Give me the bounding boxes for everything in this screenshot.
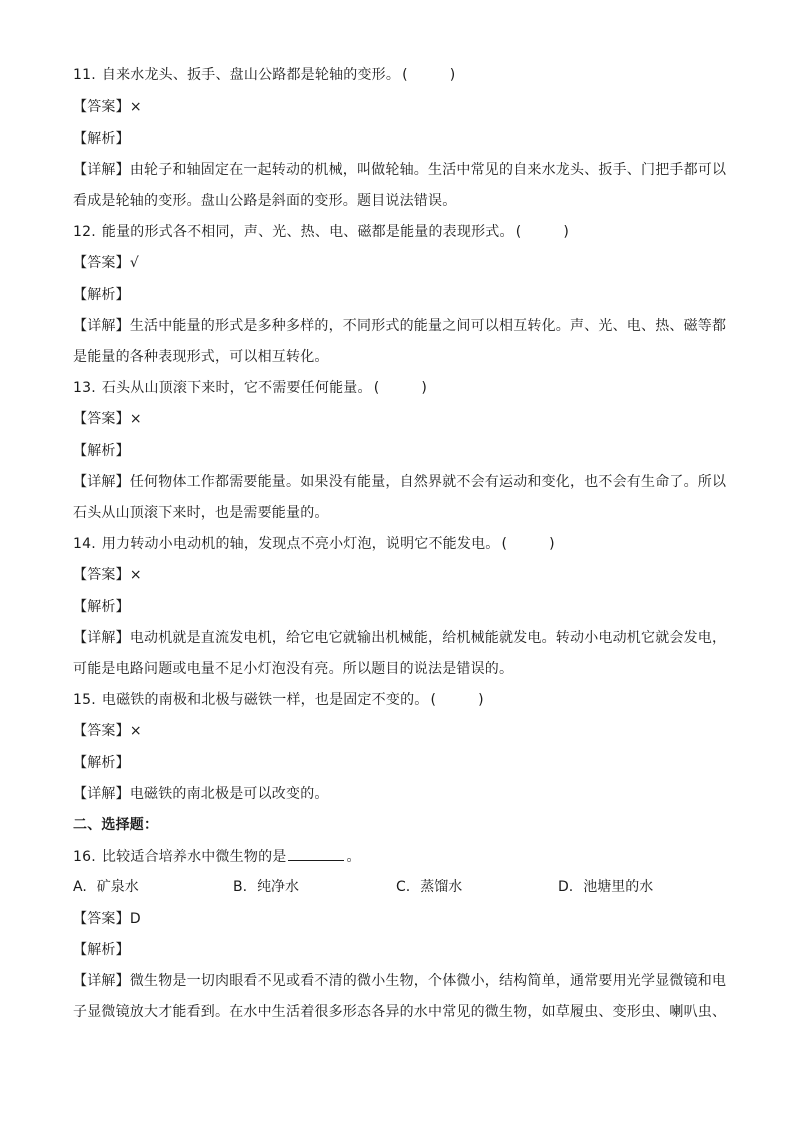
option-text: 池塘里的水 bbox=[583, 879, 654, 895]
analysis-label-13: 【解析】 bbox=[73, 443, 130, 459]
option-letter: B. bbox=[233, 879, 248, 895]
question-12 bbox=[73, 222, 723, 242]
detail-line-14-1 bbox=[73, 628, 727, 648]
detail-label: 【详解】 bbox=[73, 973, 130, 989]
question-number: 15. bbox=[73, 692, 96, 708]
answer-value: × bbox=[129, 567, 142, 583]
answer-paren-close: ) bbox=[421, 380, 428, 396]
option-letter: A. bbox=[73, 879, 87, 895]
detail-line-14-2: 可能是电路问题或电量不足小灯泡没有亮。所以题目的说法是错误的。 bbox=[73, 661, 514, 677]
detail-text: 微生物是一切肉眼看不见或看不清的微小生物，个体微小，结构简单，通常要用光学显微镜和电 bbox=[129, 973, 727, 989]
analysis-label-16: 【解析】 bbox=[73, 942, 130, 958]
answer-paren-open: ( bbox=[373, 380, 380, 396]
answer-label: 【答案】 bbox=[73, 911, 130, 927]
answer-label: 【答案】 bbox=[73, 99, 130, 115]
option-c[interactable] bbox=[396, 877, 462, 897]
answer-paren-open: ( bbox=[501, 536, 508, 552]
analysis-label-15: 【解析】 bbox=[73, 755, 130, 771]
answer-paren-open: ( bbox=[430, 692, 437, 708]
section-title: 二、选择题： bbox=[73, 817, 159, 833]
option-letter: C. bbox=[396, 879, 411, 895]
answer-paren-open: ( bbox=[402, 67, 408, 83]
answer-value: × bbox=[129, 411, 142, 427]
answer-row-14 bbox=[73, 565, 723, 585]
answer-label: 【答案】 bbox=[73, 411, 130, 427]
detail-line-12-2: 是能量的各种表现形式，可以相互转化。 bbox=[73, 349, 329, 365]
answer-row-12 bbox=[73, 253, 723, 273]
question-15 bbox=[73, 690, 723, 710]
answer-paren-close: ) bbox=[449, 67, 456, 83]
detail-label: 【详解】 bbox=[73, 162, 130, 178]
detail-label: 【详解】 bbox=[73, 474, 130, 490]
answer-paren-close: ) bbox=[563, 224, 570, 240]
detail-text: 任何物体工作都需要能量。如果没有能量，自然界就不会有运动和变化，也不会有生命了。所以 bbox=[129, 474, 727, 490]
detail-text: 由轮子和轴固定在一起转动的机械，叫做轮轴。生活中常见的自来水龙头、扳手、门把手都可以 bbox=[129, 162, 727, 178]
answer-row-13 bbox=[73, 409, 723, 429]
question-number: 16. bbox=[73, 849, 96, 865]
question-number: 12. bbox=[73, 224, 96, 240]
answer-value: × bbox=[129, 723, 142, 739]
detail-line-12-1 bbox=[73, 316, 727, 336]
question-14 bbox=[73, 534, 723, 554]
question-11 bbox=[73, 65, 723, 85]
answer-label: 【答案】 bbox=[73, 723, 130, 739]
detail-line-16-1 bbox=[73, 971, 727, 991]
detail-label: 【详解】 bbox=[73, 318, 130, 334]
answer-value: D bbox=[129, 911, 141, 927]
answer-row-15 bbox=[73, 721, 723, 741]
option-d[interactable] bbox=[558, 877, 653, 897]
question-text: 电磁铁的南极和北极与磁铁一样，也是固定不变的。 bbox=[101, 692, 429, 708]
option-text: 矿泉水 bbox=[96, 879, 139, 895]
detail-label: 【详解】 bbox=[73, 786, 130, 802]
question-text: 自来水龙头、扳手、盘山公路都是轮轴的变形。 bbox=[101, 67, 401, 83]
answer-label: 【答案】 bbox=[73, 567, 130, 583]
answer-value: × bbox=[129, 99, 142, 115]
analysis-label-11: 【解析】 bbox=[73, 131, 130, 147]
question-number: 11. bbox=[73, 67, 96, 83]
detail-text: 电动机就是直流发电机，给它电它就输出机械能，给机械能就发电。转动小电动机它就会发电， bbox=[129, 630, 727, 646]
question-13 bbox=[73, 378, 723, 398]
question-text: 石头从山顶滚下来时，它不需要任何能量。 bbox=[101, 380, 372, 396]
detail-text: 生活中能量的形式是多种多样的，不同形式的能量之间可以相互转化。声、光、电、热、磁等都 bbox=[129, 318, 727, 334]
question-text: 比较适合培养水中微生物的是 bbox=[101, 849, 287, 865]
question-number: 13. bbox=[73, 380, 96, 396]
option-letter: D. bbox=[558, 879, 574, 895]
detail-line-11-1 bbox=[73, 160, 727, 180]
answer-row-11 bbox=[73, 97, 723, 117]
question-text: 用力转动小电动机的轴，发现点不亮小灯泡，说明它不能发电。 bbox=[101, 536, 500, 552]
detail-line-13-2: 石头从山顶滚下来时，也是需要能量的。 bbox=[73, 505, 329, 521]
fill-blank[interactable] bbox=[288, 846, 344, 861]
option-text: 纯净水 bbox=[257, 879, 300, 895]
detail-text: 电磁铁的南北极是可以改变的。 bbox=[129, 786, 329, 802]
question-text-end: 。 bbox=[346, 849, 361, 865]
detail-line-13-1 bbox=[73, 472, 727, 492]
detail-line-15-1 bbox=[73, 784, 723, 804]
analysis-label-14: 【解析】 bbox=[73, 599, 130, 615]
detail-label: 【详解】 bbox=[73, 630, 130, 646]
answer-label: 【答案】 bbox=[73, 255, 130, 271]
question-text: 能量的形式各不相同，声、光、热、电、磁都是能量的表现形式。 bbox=[101, 224, 514, 240]
answer-paren-close: ) bbox=[478, 692, 484, 708]
answer-paren-open: ( bbox=[515, 224, 522, 240]
detail-line-16-2: 子显微镜放大才能看到。在水中生活着很多形态各异的水中常见的微生物，如草履虫、变形虫、喇叭虫、 bbox=[73, 1004, 727, 1020]
detail-line-11-2: 看成是轮轴的变形。盘山公路是斜面的变形。题目说法错误。 bbox=[73, 193, 457, 209]
option-b[interactable] bbox=[233, 877, 299, 897]
analysis-label-12: 【解析】 bbox=[73, 287, 130, 303]
answer-value: √ bbox=[129, 255, 139, 271]
option-a[interactable] bbox=[73, 877, 139, 897]
option-text: 蒸馏水 bbox=[420, 879, 463, 895]
question-number: 14. bbox=[73, 536, 96, 552]
answer-paren-close: ) bbox=[549, 536, 555, 552]
question-16 bbox=[73, 846, 723, 867]
answer-row-16 bbox=[73, 909, 723, 929]
